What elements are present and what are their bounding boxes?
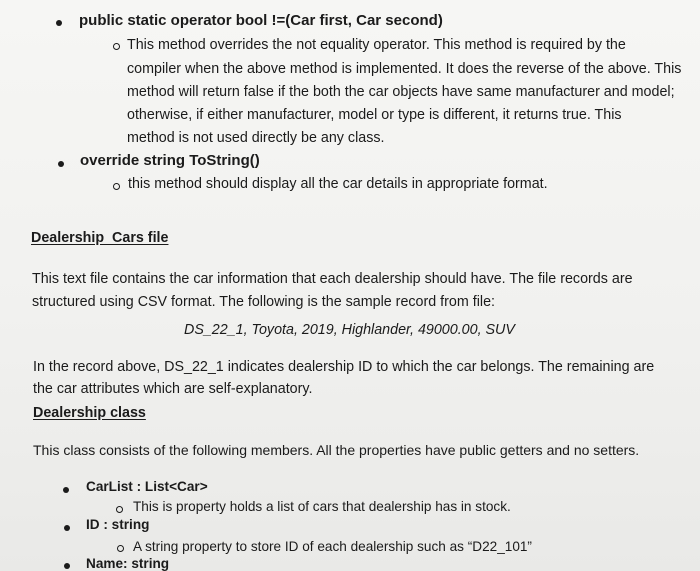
operator-desc-line-3: method will return false if the both the car objects have same manufacturer and model;: [127, 84, 675, 100]
cars-file-para-line-1: This text file contains the car information that each dealership should have. The file records are: [32, 271, 633, 287]
operator-desc-line-5: method is not used directly be any class.: [127, 130, 385, 146]
sample-record: DS_22_1, Toyota, 2019, Highlander, 49000.00, SUV: [184, 322, 515, 338]
sub-bullet-carlist: [116, 506, 123, 513]
method-heading-tostring: override string ToString(): [80, 152, 260, 169]
cars-file-note-line-2: the car attributes which are self-explanatory.: [33, 381, 313, 397]
member-id-desc: A string property to store ID of each dealership such as “D22_101”: [133, 539, 532, 554]
section-heading-cars-file: Dealership Cars file: [31, 230, 169, 246]
sub-bullet-operator-desc: [113, 43, 120, 50]
method-heading-operator: public static operator bool !=(Car first, Car second): [79, 12, 443, 29]
bullet-tostring: [58, 161, 64, 167]
member-id-name: ID : string: [86, 517, 150, 532]
member-carlist-desc: This is property holds a list of cars that dealership has in stock.: [133, 499, 511, 514]
bullet-member-id: [64, 525, 70, 531]
member-name-name: Name: string: [86, 556, 170, 571]
dealership-class-intro: This class consists of the following members. All the properties have public getters and no setters.: [33, 442, 640, 458]
sub-bullet-tostring-desc: [113, 183, 120, 190]
cars-file-note-line-1: In the record above, DS_22_1 indicates dealership ID to which the car belongs. The remaining are: [33, 359, 655, 375]
section-heading-dealership-class: Dealership class: [33, 405, 146, 421]
sub-bullet-id: [117, 545, 124, 552]
bullet-operator: [56, 20, 62, 26]
operator-desc-line-1: This method overrides the not equality operator. This method is required by the: [127, 37, 626, 53]
tostring-desc: this method should display all the car details in appropriate format.: [128, 176, 548, 192]
bullet-member-carlist: [63, 487, 69, 493]
member-carlist-name: CarList : List<Car>: [86, 479, 208, 494]
cars-file-para-line-2: structured using CSV format. The following is the sample record from file:: [32, 294, 495, 310]
bullet-member-name: [64, 563, 70, 569]
operator-desc-line-2: compiler when the above method is implemented. It does the reverse of the above. This: [127, 61, 682, 77]
operator-desc-line-4: otherwise, if either manufacturer, model or type is different, it returns true. This: [127, 107, 622, 123]
